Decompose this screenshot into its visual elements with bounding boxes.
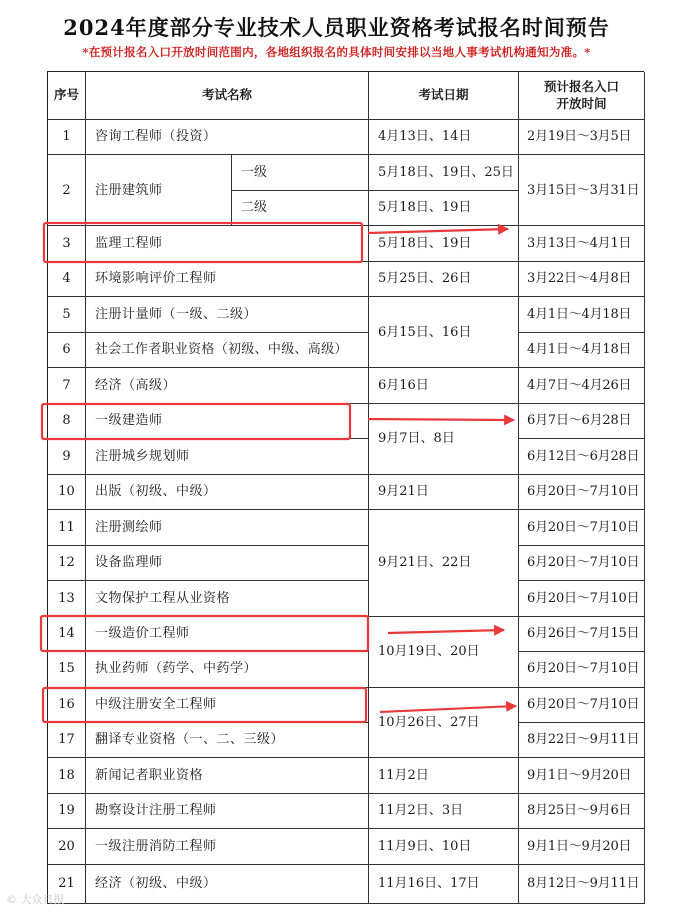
row-num: 6 <box>48 333 86 368</box>
exam-name: 环境影响评价工程师 <box>86 262 369 297</box>
exam-date: 9月21日 <box>369 475 519 510</box>
exam-date: 4月13日、14日 <box>369 120 519 155</box>
notice-text: *在预计报名入口开放时间范围内，各地组织报名的具体时间安排以当地人事考试机构通知为准。* <box>82 45 591 59</box>
exam-date: 10月19日、20日 <box>369 617 519 688</box>
row-num: 11 <box>48 510 86 545</box>
open-period: 8月22日～9月11日 <box>519 723 645 758</box>
open-period: 6月20日～7月10日 <box>519 688 645 723</box>
row-num: 1 <box>48 120 86 155</box>
exam-name: 一级造价工程师 <box>86 617 369 652</box>
exam-name: 一级建造师 <box>86 404 369 439</box>
exam-name: 中级注册安全工程师 <box>86 688 369 723</box>
exam-date: 11月2日 <box>369 758 519 793</box>
open-period: 9月1日～9月20日 <box>519 758 645 793</box>
open-period: 4月1日～4月18日 <box>519 297 645 332</box>
row-num: 7 <box>48 368 86 403</box>
header-num: 序号 <box>48 72 86 120</box>
open-period: 6月20日～7月10日 <box>519 652 645 687</box>
exam-name: 经济（初级、中级） <box>86 865 369 904</box>
open-period: 4月1日～4月18日 <box>519 333 645 368</box>
exam-date: 5月25日、26日 <box>369 262 519 297</box>
row-num: 5 <box>48 297 86 332</box>
open-period: 6月12日～6月28日 <box>519 439 645 474</box>
open-period: 6月20日～7月10日 <box>519 546 645 581</box>
row-num: 3 <box>48 226 86 261</box>
open-period: 8月25日～9月6日 <box>519 794 645 829</box>
exam-name: 注册测绘师 <box>86 510 369 545</box>
row-num: 14 <box>48 617 86 652</box>
header-date: 考试日期 <box>369 72 519 120</box>
open-period: 4月7日～4月26日 <box>519 368 645 403</box>
exam-date: 5月18日、19日、25日 <box>369 155 519 190</box>
open-period: 9月1日～9月20日 <box>519 829 645 864</box>
page-title: 2024年度部分专业技术人员职业资格考试报名时间预告 <box>63 15 610 40</box>
row-num: 13 <box>48 581 86 616</box>
row-num: 9 <box>48 439 86 474</box>
row-num: 18 <box>48 758 86 793</box>
exam-date: 6月15日、16日 <box>369 297 519 368</box>
header-name: 考试名称 <box>86 72 369 120</box>
exam-name: 一级注册消防工程师 <box>86 829 369 864</box>
open-period: 6月20日～7月10日 <box>519 581 645 616</box>
open-period: 6月20日～7月10日 <box>519 475 645 510</box>
exam-name: 咨询工程师（投资） <box>86 120 369 155</box>
open-period: 6月7日～6月28日 <box>519 404 645 439</box>
exam-date: 11月9日、10日 <box>369 829 519 864</box>
open-period: 2月19日～3月5日 <box>519 120 645 155</box>
row-num: 12 <box>48 546 86 581</box>
exam-name: 注册城乡规划师 <box>86 439 369 474</box>
exam-date: 9月21日、22日 <box>369 510 519 616</box>
exam-sub-level: 一级 <box>232 155 369 190</box>
exam-name: 新闻记者职业资格 <box>86 758 369 793</box>
exam-name: 文物保护工程从业资格 <box>86 581 369 616</box>
row-num: 2 <box>48 155 86 226</box>
exam-sub-level: 二级 <box>232 191 369 226</box>
open-period: 3月13日～4月1日 <box>519 226 645 261</box>
exam-name: 翻译专业资格（一、二、三级） <box>86 723 369 758</box>
row-num: 10 <box>48 475 86 510</box>
exam-name: 出版（初级、中级） <box>86 475 369 510</box>
row-num: 16 <box>48 688 86 723</box>
row-num: 21 <box>48 865 86 904</box>
exam-name: 执业药师（药学、中药学） <box>86 652 369 687</box>
open-period: 3月22日～4月8日 <box>519 262 645 297</box>
exam-name: 经济（高级） <box>86 368 369 403</box>
exam-date: 11月2日、3日 <box>369 794 519 829</box>
exam-date: 9月7日、8日 <box>369 404 519 475</box>
row-num: 8 <box>48 404 86 439</box>
exam-date: 6月16日 <box>369 368 519 403</box>
row-num: 4 <box>48 262 86 297</box>
exam-date: 10月26日、27日 <box>369 688 519 759</box>
open-period: 8月12日～9月11日 <box>519 865 645 904</box>
exam-name: 注册计量师（一级、二级） <box>86 297 369 332</box>
row-num: 20 <box>48 829 86 864</box>
exam-name: 设备监理师 <box>86 546 369 581</box>
open-period: 6月26日～7月15日 <box>519 617 645 652</box>
exam-name: 注册建筑师 <box>86 155 232 226</box>
header-open: 预计报名入口 开放时间 <box>519 72 645 120</box>
row-num: 15 <box>48 652 86 687</box>
row-num: 17 <box>48 723 86 758</box>
exam-name: 勘察设计注册工程师 <box>86 794 369 829</box>
open-period: 3月15日～3月31日 <box>519 155 645 226</box>
open-period: 6月20日～7月10日 <box>519 510 645 545</box>
exam-date: 5月18日、19日 <box>369 191 519 226</box>
exam-name: 社会工作者职业资格（初级、中级、高级） <box>86 333 369 368</box>
exam-name: 监理工程师 <box>86 226 369 261</box>
exam-date: 5月18日、19日 <box>369 226 519 261</box>
exam-schedule-table <box>47 71 644 904</box>
exam-date: 11月16日、17日 <box>369 865 519 904</box>
row-num: 19 <box>48 794 86 829</box>
watermark: © 大众日报 <box>6 893 65 906</box>
